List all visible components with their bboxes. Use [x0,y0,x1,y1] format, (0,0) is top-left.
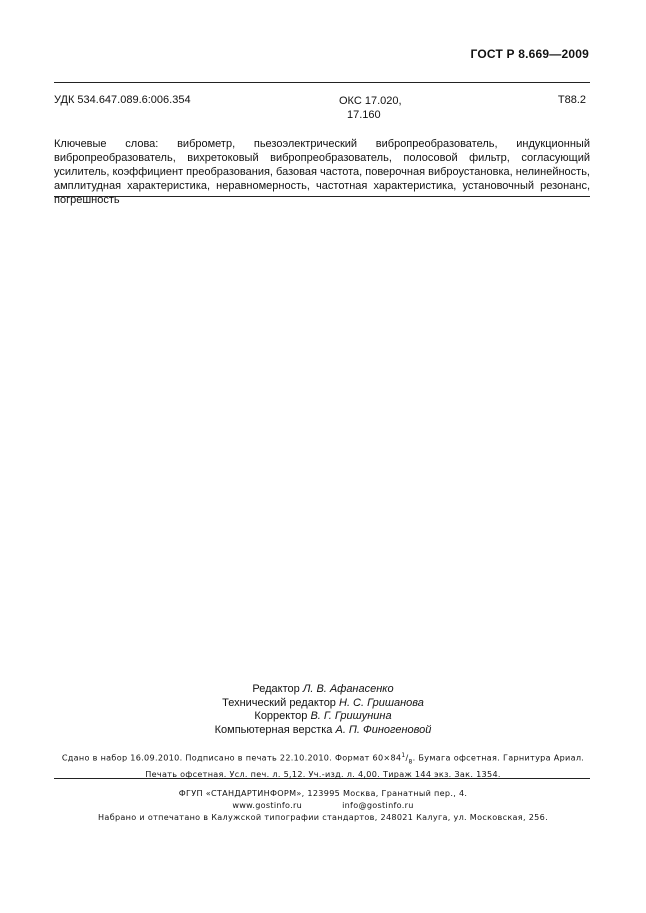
format-numerator: 1 [401,752,406,759]
top-divider [54,82,590,83]
credit-name: В. Г. Гришунина [310,710,392,722]
publisher-website: www.gostinfo.ru [232,800,303,810]
classification-row [54,94,590,126]
publisher-email: info@gostinfo.ru [342,800,414,810]
standard-code: ГОСТ Р 8.669—2009 [470,47,589,61]
oks-line-2: 17.160 [347,109,381,121]
credits-block [0,683,646,737]
credit-proofreader [0,710,646,724]
credit-layout [0,724,646,738]
format-denominator: 8 [408,758,413,766]
keywords-label: Ключевые слова: [54,138,159,150]
keywords-text: виброметр, пьезоэлектрический вибропреобразователь, индукционный вибропреобразователь, вихретоковый вибропреобразователь, полосовой фильтр, согласующий усилитель, коэффициент преобразования, базовая частота, поверочная виброустановка, нелинейность, амплитудная характеристика, неравномерность, частотная характеристика, установочный резонанс, погрешность [54,138,590,206]
credit-role: Компьютерная верстка [214,723,333,736]
publisher-printing: Набрано и отпечатано в Калужской типографии стандартов, 248021 Калуга, ул. Московская, 256. [98,812,548,822]
credit-name: А. П. Финогеновой [335,723,432,736]
credit-name: Н. С. Гришанова [339,696,424,709]
imprint-block [0,749,646,781]
oks-code [339,94,402,122]
credit-editor [0,683,646,697]
credit-tech-editor [0,697,646,711]
keywords-divider [54,196,590,197]
credit-name: Л. В. Афанасенко [302,683,394,695]
imprint-divider [54,778,590,779]
publisher-address: ФГУП «СТАНДАРТИНФОРМ», 123995 Москва, Гранатный пер., 4. [178,788,468,798]
imprint-text: . Бумага офсетная. Гарнитура Ариал. [412,752,585,763]
okstu-code: Т88.2 [557,94,586,106]
publisher-block [0,787,646,823]
imprint-text: Сдано в набор 16.09.2010. Подписано в печать 22.10.2010. Формат 60×84 [61,752,402,763]
credit-role: Технический редактор [222,696,336,709]
publisher-contacts [0,799,646,811]
credit-role: Корректор [254,710,308,722]
udk-code: УДК 534.647.089.6:006.354 [54,94,191,106]
oks-line-1: ОКС 17.020, [339,95,402,107]
credit-role: Редактор [252,683,300,695]
imprint-line-2: Печать офсетная. Усл. печ. л. 5,12. Уч.-изд. л. 4,00. Тираж 144 экз. Зак. 1354. [145,769,501,780]
imprint-line-1: Сдано в набор 16.09.2010. Подписано в печать 22.10.2010. Формат $60\times 84^1/_8$. Бумага офсетная. Гарнитура Ариал. [61,752,585,766]
